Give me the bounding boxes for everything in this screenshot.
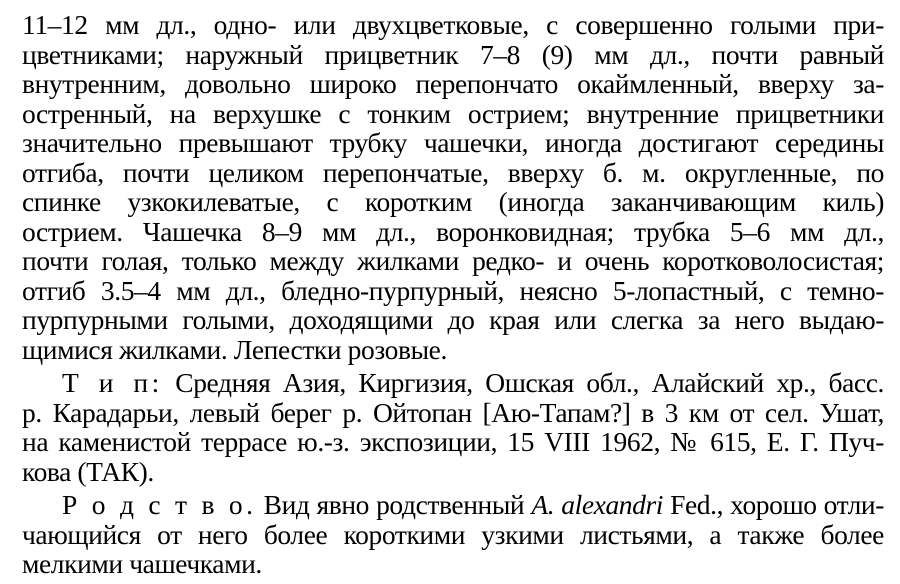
text-line: р. Карадарьи, левый берег р. Ойтопан [Аю-Тапам?] в 3 км от сел. Ушат, bbox=[22, 396, 884, 428]
type-paragraph-first-line bbox=[62, 368, 884, 397]
text-line: 11–12 мм дл., одно- или двухцветковые, с совершенно голыми при- bbox=[22, 9, 884, 40]
affinity-paragraph-first-line bbox=[62, 490, 884, 519]
text-line: на каменистой террасе ю.-з. экспозиции, 15 VIII 1962, № 615, Е. Г. Пуч- bbox=[22, 426, 884, 457]
text-line: почти голая, только между жилками редко- и очень коротковолосистая; bbox=[22, 245, 884, 276]
text-line: отгиба, почти целиком перепончатые, вверху б. м. округленные, по bbox=[22, 156, 884, 188]
text-line: щимися жилками. Лепестки розовые. bbox=[22, 333, 447, 365]
affinity-text-after: Fed., хорошо отли- bbox=[670, 489, 885, 520]
text-line: острием. Чашечка 8–9 мм дл., воронковидная; трубка 5–6 мм дл., bbox=[22, 215, 884, 247]
species-name: A. alexandri bbox=[531, 489, 664, 520]
text-line: внутренним, довольно широко перепончато окаймленный, вверху за- bbox=[22, 68, 884, 99]
text-line: цветниками; наружный прицветник 7–8 (9) мм дл., почти равный bbox=[22, 38, 884, 70]
text-line: остренный, на верхушке с тонким острием; внутренние прицветники bbox=[22, 97, 884, 129]
text-line: спинке узкокилеватые, с коротким (иногда заканчивающим киль) bbox=[22, 186, 884, 217]
affinity-label: Р о д с т в о. bbox=[62, 489, 257, 520]
text-line: значительно превышают трубку чашечки, иногда достигают середины bbox=[22, 127, 884, 158]
text-line: пурпурными голыми, доходящими до края или слегка за него выдаю- bbox=[22, 304, 884, 335]
type-text: Средняя Азия, Киргизия, Ошская обл., Алайский хр., басс. bbox=[175, 367, 884, 398]
type-label: Т и п: bbox=[62, 367, 163, 398]
affinity-text-before: Вид явно родственный bbox=[263, 489, 525, 520]
text-line: чающийся от него более короткими узкими листьями, а также более bbox=[22, 518, 884, 550]
text-line: кова (ТАК). bbox=[22, 455, 154, 487]
text-line: отгиб 3.5–4 мм дл., бледно-пурпурный, неясно 5-лопастный, с темно- bbox=[22, 274, 884, 306]
text-line: мелкими чашечками. bbox=[22, 548, 262, 579]
